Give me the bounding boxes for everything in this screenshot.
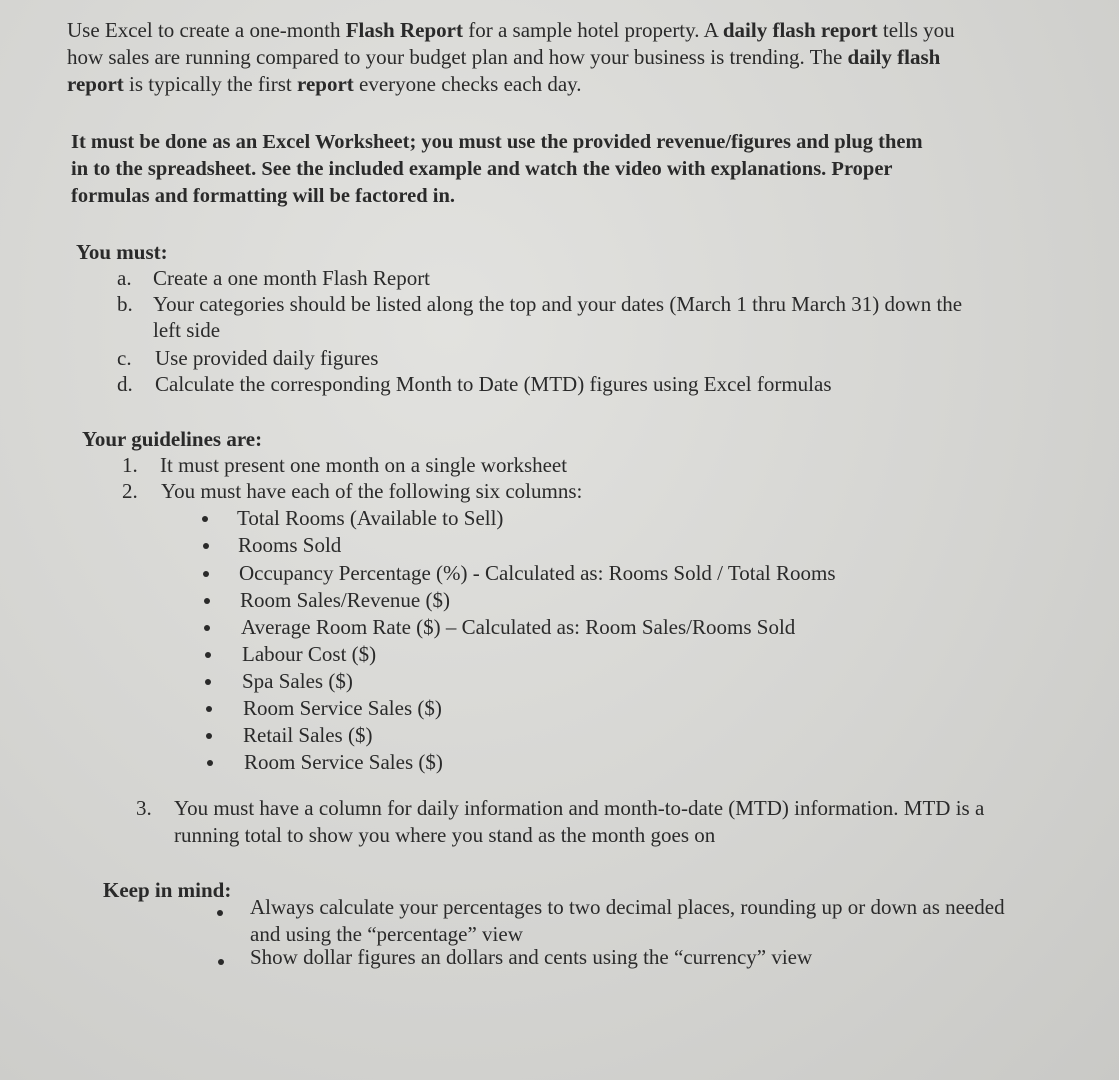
list-marker-2: 2. — [122, 479, 138, 503]
you-must-item-b: Your categories should be listed along the top and your dates (March 1 thru March 31) down the — [153, 292, 963, 316]
column-item: Spa Sales ($) — [242, 669, 353, 693]
column-item: Occupancy Percentage (%) - Calculated as: Rooms Sold / Total Rooms — [239, 561, 836, 585]
column-item: Total Rooms (Available to Sell) — [237, 506, 504, 530]
guideline-item-3-cont: running total to show you where you stand as the month goes on — [174, 823, 716, 847]
keep-in-mind-item: Always calculate your percentages to two decimal places, rounding up or down as needed — [250, 895, 1005, 919]
bullet-icon — [207, 760, 213, 766]
bullet-icon — [217, 910, 223, 916]
you-must-item-a: Create a one month Flash Report — [153, 266, 431, 290]
bullet-icon — [206, 733, 212, 739]
keep-in-mind-item-cont: and using the “percentage” view — [250, 922, 523, 946]
intro-line-3: report is typically the first report everyone checks each day. — [67, 72, 582, 96]
bullet-icon — [204, 598, 210, 604]
bullet-icon — [205, 679, 211, 685]
bullet-icon — [203, 571, 209, 577]
column-item: Room Sales/Revenue ($) — [240, 588, 450, 612]
column-item: Retail Sales ($) — [243, 723, 373, 747]
list-marker-c: c. — [117, 346, 132, 370]
bullet-icon — [205, 652, 211, 658]
bullet-icon — [202, 516, 208, 522]
you-must-item-b-cont: left side — [153, 318, 221, 342]
bullet-icon — [206, 706, 212, 712]
list-marker-d: d. — [117, 372, 133, 396]
column-item: Labour Cost ($) — [242, 642, 377, 666]
requirement-line-1: It must be done as an Excel Worksheet; you must use the provided revenue/figures and plug them — [71, 131, 923, 153]
list-marker-1: 1. — [122, 453, 138, 477]
list-marker-b: b. — [117, 292, 133, 316]
column-item: Rooms Sold — [238, 533, 342, 557]
intro-line-2: how sales are running compared to your budget plan and how your business is trending. The daily flash — [67, 45, 941, 69]
guidelines-heading: Your guidelines are: — [82, 427, 263, 451]
list-marker-a: a. — [117, 266, 132, 290]
you-must-item-d: Calculate the corresponding Month to Date (MTD) figures using Excel formulas — [155, 372, 832, 396]
you-must-item-c: Use provided daily figures — [155, 346, 379, 370]
intro-line-1: Use Excel to create a one-month Flash Report for a sample hotel property. A daily flash report tells you — [67, 18, 955, 42]
column-item: Average Room Rate ($) – Calculated as: Room Sales/Rooms Sold — [241, 615, 796, 639]
bullet-icon — [203, 543, 209, 549]
column-item: Room Service Sales ($) — [243, 696, 442, 720]
guideline-item-1: It must present one month on a single worksheet — [160, 453, 568, 477]
guideline-item-2: You must have each of the following six columns: — [161, 479, 583, 503]
keep-in-mind-heading: Keep in mind: — [103, 878, 232, 902]
requirement-line-2: in to the spreadsheet. See the included example and watch the video with explanations. Proper — [71, 158, 893, 180]
bullet-icon — [204, 625, 210, 631]
keep-in-mind-item: Show dollar figures an dollars and cents using the “currency” view — [250, 945, 813, 969]
bullet-icon — [218, 959, 224, 965]
column-item: Room Service Sales ($) — [244, 750, 443, 774]
requirement-line-3: formulas and formatting will be factored in. — [71, 185, 455, 207]
guideline-item-3: You must have a column for daily information and month-to-date (MTD) information. MTD is a — [174, 796, 985, 820]
list-marker-3: 3. — [136, 796, 152, 820]
you-must-heading: You must: — [76, 240, 168, 264]
